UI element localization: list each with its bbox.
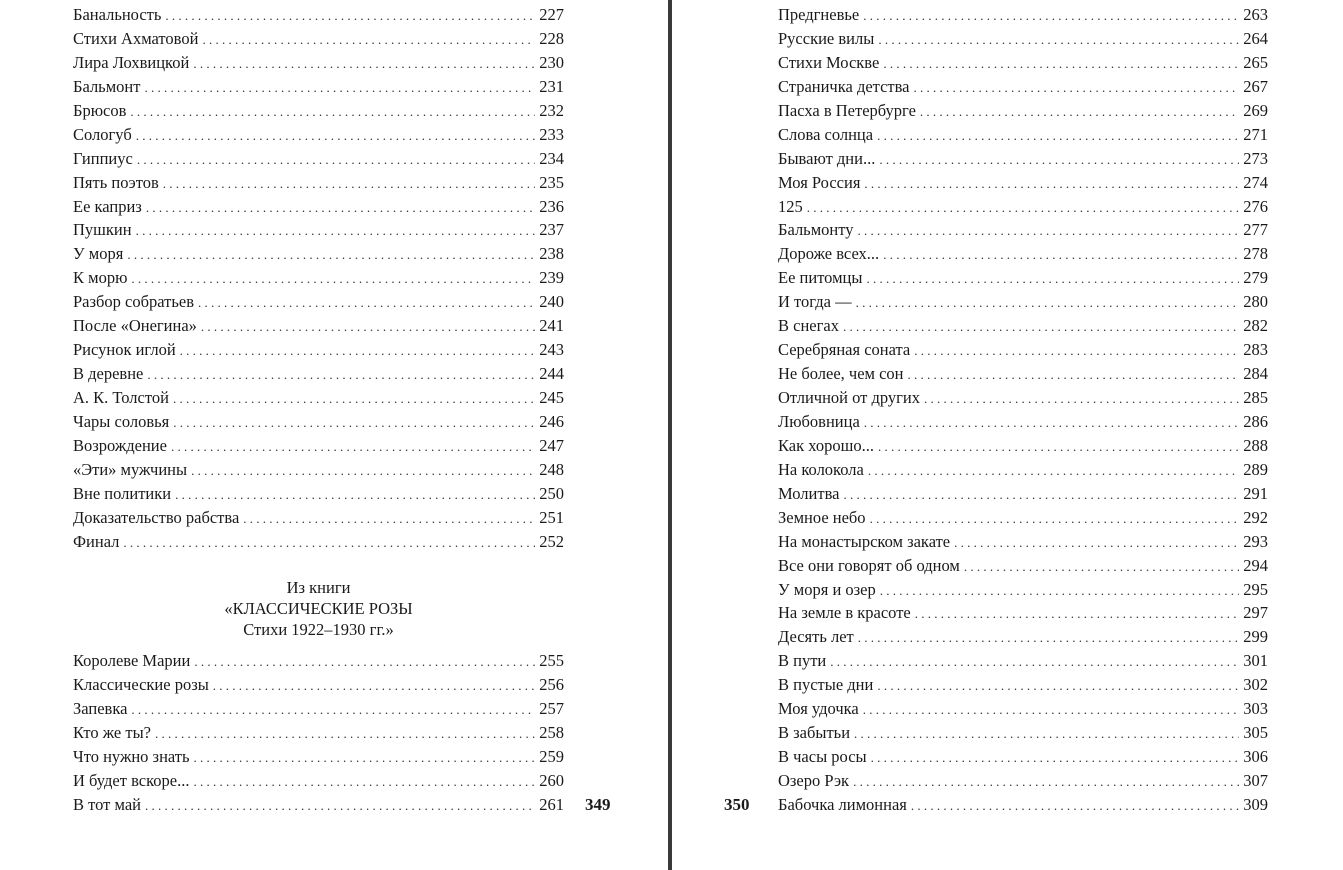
page-number-left: 349 <box>585 795 611 814</box>
toc-entry-title: В снегах <box>778 316 839 336</box>
dot-leader <box>144 76 535 100</box>
toc-entry-page: 235 <box>539 172 564 192</box>
dot-leader <box>920 100 1239 124</box>
section-heading <box>73 577 564 640</box>
toc-entry <box>778 673 1268 697</box>
toc-entry <box>73 769 564 793</box>
toc-entry <box>73 697 564 721</box>
dot-leader <box>155 722 535 746</box>
toc-entry-title: Бальмонт <box>73 76 141 96</box>
toc-entry-page: 234 <box>539 148 564 168</box>
toc-entry <box>73 314 564 338</box>
toc-entry <box>778 530 1268 554</box>
toc-entry-title: Рисунок иглой <box>73 340 176 360</box>
toc-entry-page: 264 <box>1243 28 1268 48</box>
toc-entry-page: 257 <box>539 698 564 718</box>
toc-entry-page: 251 <box>539 507 564 527</box>
toc-entry-title: Гиппиус <box>73 148 133 168</box>
toc-list-left-bottom <box>73 649 564 817</box>
toc-entry <box>73 51 564 75</box>
toc-entry <box>778 721 1268 745</box>
toc-entry <box>778 242 1268 266</box>
toc-entry <box>73 147 564 171</box>
toc-entry-page: 279 <box>1243 268 1268 288</box>
dot-leader <box>868 459 1239 483</box>
toc-entry-title: На колокола <box>778 459 864 479</box>
toc-entry-title: Все они говорят об одном <box>778 555 960 575</box>
section-heading-line-3: Стихи 1922–1930 гг.» <box>243 620 394 639</box>
dot-leader <box>180 339 536 363</box>
toc-entry-title: А. К. Толстой <box>73 388 169 407</box>
toc-entry-page: 273 <box>1243 148 1268 168</box>
toc-entry <box>73 171 564 195</box>
dot-leader <box>883 52 1239 76</box>
toc-entry <box>73 793 564 817</box>
toc-entry <box>778 578 1268 602</box>
left-page <box>0 0 668 870</box>
toc-entry <box>778 314 1268 338</box>
toc-entry <box>73 721 564 745</box>
dot-leader <box>173 411 535 435</box>
toc-entry <box>73 266 564 290</box>
toc-entry-title: Десять лет <box>778 627 854 647</box>
toc-entry-page: 269 <box>1243 100 1268 120</box>
toc-entry-page: 241 <box>539 316 564 336</box>
toc-entry-page: 232 <box>539 100 564 120</box>
toc-entry-page: 263 <box>1243 5 1268 24</box>
toc-entry-page: 293 <box>1243 531 1268 551</box>
toc-entry-title: Озеро Рэк <box>778 771 850 790</box>
toc-entry-title: Королеве Марии <box>73 651 191 670</box>
section-heading-line-1: Из книги <box>286 578 351 597</box>
toc-entry-title: Молитва <box>778 483 840 503</box>
dot-leader <box>954 531 1239 555</box>
toc-entry <box>778 506 1268 530</box>
toc-entry <box>778 769 1268 793</box>
toc-entry-title: Стихи Москве <box>778 52 880 72</box>
toc-entry <box>73 386 564 410</box>
toc-entry <box>778 3 1268 27</box>
dot-leader <box>853 770 1239 794</box>
toc-entry-title: Любовница <box>778 411 860 431</box>
toc-entry-title: Не более, чем сон <box>778 364 904 384</box>
toc-entry-title: Как хорошо... <box>778 435 874 455</box>
toc-entry-title: В часы росы <box>778 747 867 767</box>
toc-entry-title: Пять поэтов <box>73 172 159 192</box>
toc-entry-title: Классические розы <box>73 674 209 694</box>
toc-entry-title: Отличной от других <box>778 388 921 407</box>
toc-entry-page: 288 <box>1243 435 1268 455</box>
toc-entry-title: Страничка детства <box>778 76 910 96</box>
toc-entry-page: 245 <box>539 388 564 407</box>
toc-entry <box>778 745 1268 769</box>
toc-entry-page: 277 <box>1243 220 1268 240</box>
toc-entry-title: Что нужно знать <box>73 746 190 766</box>
toc-entry-title: Серебряная соната <box>778 340 911 360</box>
dot-leader <box>171 435 535 459</box>
dot-leader <box>131 698 535 722</box>
toc-entry-page: 302 <box>1243 675 1268 695</box>
toc-entry <box>73 99 564 123</box>
dot-leader <box>914 339 1239 363</box>
toc-entry-title: Бабочка лимонная <box>778 794 907 814</box>
toc-entry-page: 252 <box>539 531 564 551</box>
toc-entry-page: 299 <box>1243 627 1268 647</box>
dot-leader <box>175 483 535 507</box>
toc-entry <box>73 27 564 51</box>
toc-entry <box>778 554 1268 578</box>
dot-leader <box>136 124 536 148</box>
toc-entry-page: 260 <box>539 770 564 790</box>
dot-leader <box>146 196 535 220</box>
toc-entry <box>73 195 564 219</box>
dot-leader <box>201 315 535 339</box>
toc-entry <box>778 410 1268 434</box>
section-heading-line-2: «КЛАССИЧЕСКИЕ РОЗЫ <box>224 599 413 618</box>
toc-entry-page: 259 <box>539 746 564 766</box>
toc-entry-page: 283 <box>1243 340 1268 360</box>
dot-leader <box>198 291 535 315</box>
toc-entry <box>73 530 564 554</box>
toc-entry-title: Моя Россия <box>778 172 861 192</box>
toc-entry-title: На монастырском закате <box>778 531 951 551</box>
toc-entry-title: У моря <box>73 244 124 264</box>
toc-entry-page: 236 <box>539 196 564 216</box>
dot-leader <box>194 746 536 770</box>
toc-entry <box>73 362 564 386</box>
dot-leader <box>877 674 1239 698</box>
toc-entry-title: Доказательство рабства <box>73 507 240 527</box>
toc-entry <box>73 410 564 434</box>
toc-entry-page: 237 <box>539 220 564 240</box>
toc-entry-title: В тот май <box>73 794 141 814</box>
dot-leader <box>915 602 1240 626</box>
dot-leader <box>870 507 1240 531</box>
dot-leader <box>856 291 1240 315</box>
toc-entry-page: 248 <box>539 459 564 479</box>
dot-leader <box>193 52 535 76</box>
toc-entry <box>73 290 564 314</box>
dot-leader <box>857 219 1239 243</box>
toc-entry-page: 240 <box>539 292 564 312</box>
toc-entry <box>778 218 1268 242</box>
toc-entry-title: Слова солнца <box>778 124 874 144</box>
dot-leader <box>864 172 1239 196</box>
toc-entry-title: Ее питомцы <box>778 268 863 288</box>
dot-leader <box>127 243 535 267</box>
toc-entry-title: Лира Лохвицкой <box>73 52 190 72</box>
dot-leader <box>863 698 1240 722</box>
toc-entry-page: 250 <box>539 483 564 503</box>
toc-entry-page: 244 <box>539 364 564 384</box>
dot-leader <box>147 363 535 387</box>
toc-entry <box>778 625 1268 649</box>
toc-entry-title: И тогда — <box>778 292 852 312</box>
toc-entry-title: Бальмонту <box>778 220 854 240</box>
right-page <box>672 0 1343 870</box>
toc-entry-page: 280 <box>1243 292 1268 312</box>
toc-entry-title: 125 <box>778 196 803 216</box>
dot-leader <box>830 650 1239 674</box>
toc-entry <box>778 601 1268 625</box>
toc-entry <box>73 673 564 697</box>
toc-entry-title: Бывают дни... <box>778 148 876 168</box>
page-number-right: 350 <box>724 795 750 814</box>
dot-leader <box>878 28 1239 52</box>
toc-entry-page: 309 <box>1243 794 1268 814</box>
toc-entry-title: В деревне <box>73 364 144 384</box>
toc-entry-page: 243 <box>539 340 564 360</box>
dot-leader <box>883 243 1239 267</box>
toc-entry <box>778 171 1268 195</box>
toc-entry-page: 297 <box>1243 603 1268 623</box>
dot-leader <box>191 459 535 483</box>
toc-entry <box>778 147 1268 171</box>
dot-leader <box>864 411 1239 435</box>
toc-entry-title: Предгневье <box>778 5 860 24</box>
dot-leader <box>924 387 1239 411</box>
dot-leader <box>879 148 1239 172</box>
toc-entry <box>778 99 1268 123</box>
toc-entry <box>778 793 1268 817</box>
dot-leader <box>194 650 535 674</box>
dot-leader <box>911 794 1239 818</box>
dot-leader <box>165 4 535 28</box>
toc-entry-page: 247 <box>539 435 564 455</box>
toc-entry-page: 278 <box>1243 244 1268 264</box>
toc-entry-page: 291 <box>1243 483 1268 503</box>
toc-entry-page: 286 <box>1243 411 1268 431</box>
toc-entry-page: 307 <box>1243 771 1268 790</box>
dot-leader <box>173 387 535 411</box>
toc-entry <box>778 458 1268 482</box>
dot-leader <box>843 315 1239 339</box>
toc-entry-title: К морю <box>73 268 128 288</box>
toc-entry-page: 282 <box>1243 316 1268 336</box>
dot-leader <box>964 555 1239 579</box>
dot-leader <box>866 267 1239 291</box>
toc-entry-page: 289 <box>1243 459 1268 479</box>
toc-entry-page: 230 <box>539 52 564 72</box>
toc-entry-page: 256 <box>539 674 564 694</box>
toc-entry-title: Земное небо <box>778 507 866 527</box>
toc-entry <box>73 482 564 506</box>
dot-leader <box>137 148 535 172</box>
toc-entry-page: 233 <box>539 124 564 144</box>
dot-leader <box>807 196 1240 220</box>
dot-leader <box>843 483 1239 507</box>
toc-entry <box>73 506 564 530</box>
dot-leader <box>130 100 535 124</box>
toc-entry <box>73 745 564 769</box>
toc-entry <box>73 338 564 362</box>
toc-entry-title: Ее каприз <box>73 196 142 216</box>
toc-entry-title: И будет вскоре... <box>73 770 190 790</box>
toc-entry-title: В пустые дни <box>778 675 874 695</box>
toc-entry-title: Чары соловья <box>73 411 170 431</box>
toc-entry <box>778 290 1268 314</box>
toc-entry-title: Кто же ты? <box>73 722 151 742</box>
toc-entry <box>778 27 1268 51</box>
toc-entry-page: 285 <box>1243 388 1268 407</box>
toc-entry <box>778 51 1268 75</box>
toc-entry-page: 294 <box>1243 555 1268 575</box>
toc-entry-title: Брюсов <box>73 100 127 120</box>
toc-entry-title: Сологуб <box>73 124 132 144</box>
toc-entry-page: 276 <box>1243 196 1268 216</box>
dot-leader <box>877 124 1239 148</box>
toc-entry-title: Моя удочка <box>778 699 859 719</box>
toc-entry-page: 258 <box>539 722 564 742</box>
dot-leader <box>878 435 1239 459</box>
toc-list-right <box>778 3 1268 817</box>
dot-leader <box>193 770 535 794</box>
dot-leader <box>123 531 535 555</box>
toc-entry-title: Стихи Ахматовой <box>73 28 199 48</box>
dot-leader <box>880 579 1239 603</box>
toc-entry-page: 292 <box>1243 507 1268 527</box>
toc-entry-title: В пути <box>778 651 827 671</box>
toc-entry <box>73 242 564 266</box>
toc-entry <box>73 649 564 673</box>
toc-entry-page: 274 <box>1243 172 1268 192</box>
toc-entry-page: 295 <box>1243 579 1268 599</box>
toc-entry-page: 271 <box>1243 124 1268 144</box>
toc-entry-page: 267 <box>1243 76 1268 96</box>
toc-entry-page: 238 <box>539 244 564 264</box>
dot-leader <box>908 363 1240 387</box>
toc-entry-title: На земле в красоте <box>778 603 911 623</box>
toc-entry <box>778 75 1268 99</box>
toc-entry <box>73 3 564 27</box>
toc-entry-title: Финал <box>73 531 120 551</box>
toc-entry-title: После «Онегина» <box>73 316 197 336</box>
toc-entry <box>778 338 1268 362</box>
toc-entry <box>778 697 1268 721</box>
toc-entry-page: 239 <box>539 268 564 288</box>
toc-entry-page: 255 <box>539 651 564 670</box>
toc-entry <box>73 458 564 482</box>
toc-entry-page: 261 <box>539 794 564 814</box>
toc-entry-page: 306 <box>1243 747 1268 767</box>
toc-entry-title: Вне политики <box>73 483 172 503</box>
toc-entry <box>73 434 564 458</box>
dot-leader <box>213 674 535 698</box>
toc-entry <box>778 362 1268 386</box>
toc-entry-title: Разбор собратьев <box>73 292 195 312</box>
toc-list-left-top <box>73 3 564 554</box>
dot-leader <box>858 626 1240 650</box>
dot-leader <box>863 4 1239 28</box>
toc-entry <box>778 386 1268 410</box>
toc-entry-title: Банальность <box>73 5 162 24</box>
dot-leader <box>136 219 536 243</box>
toc-entry-page: 303 <box>1243 699 1268 719</box>
toc-entry <box>73 75 564 99</box>
toc-entry <box>778 649 1268 673</box>
toc-entry-title: Запевка <box>73 698 128 718</box>
toc-entry-title: Русские вилы <box>778 28 875 48</box>
toc-entry-title: У моря и озер <box>778 579 876 599</box>
toc-entry <box>778 123 1268 147</box>
toc-entry-title: Дороже всех... <box>778 244 880 264</box>
toc-entry-title: «Эти» мужчины <box>73 459 188 479</box>
dot-leader <box>131 267 535 291</box>
toc-entry-page: 301 <box>1243 651 1268 671</box>
toc-entry-title: В забытьи <box>778 723 851 743</box>
toc-entry-page: 284 <box>1243 364 1268 384</box>
toc-entry-title: Пушкин <box>73 220 132 240</box>
toc-entry <box>778 482 1268 506</box>
toc-entry-page: 231 <box>539 76 564 96</box>
toc-entry-page: 265 <box>1243 52 1268 72</box>
toc-entry <box>778 266 1268 290</box>
toc-entry-page: 228 <box>539 28 564 48</box>
toc-entry <box>778 195 1268 219</box>
toc-entry <box>73 123 564 147</box>
dot-leader <box>202 28 535 52</box>
toc-entry-page: 227 <box>539 5 564 24</box>
toc-entry-page: 246 <box>539 411 564 431</box>
dot-leader <box>914 76 1240 100</box>
dot-leader <box>871 746 1240 770</box>
toc-entry <box>73 218 564 242</box>
toc-entry-title: Возрождение <box>73 435 167 455</box>
dot-leader <box>854 722 1239 746</box>
dot-leader <box>145 794 535 818</box>
dot-leader <box>163 172 535 196</box>
toc-entry-page: 305 <box>1243 723 1268 743</box>
toc-entry-title: Пасха в Петербурге <box>778 100 916 120</box>
toc-entry <box>778 434 1268 458</box>
dot-leader <box>243 507 535 531</box>
